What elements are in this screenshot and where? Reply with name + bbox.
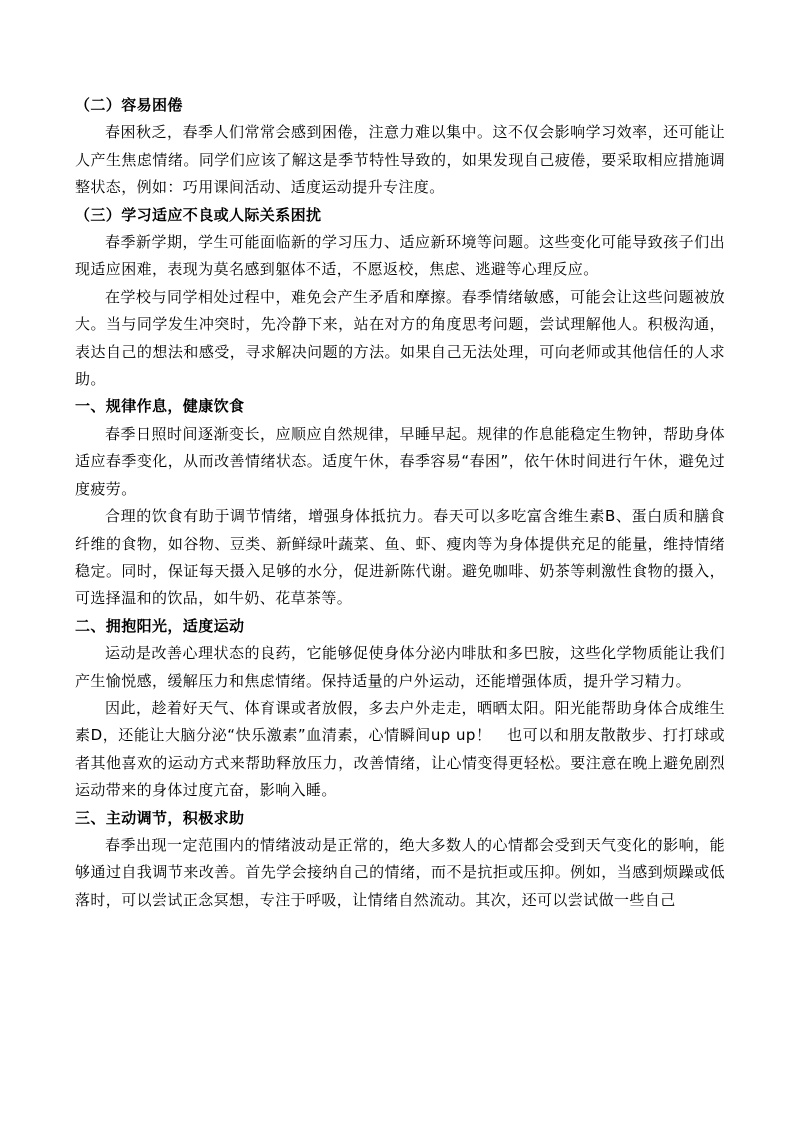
heading-self-regulation: 三、主动调节，积极求助 — [75, 808, 245, 827]
heading-regular-rest-diet: 一、规律作息，健康饮食 — [75, 397, 245, 416]
para-spring-fatigue: 春困秋乏，春季人们常常会感到困倦，注意力难以集中。这不仅会影响学习效率，还可能让人产生焦虑情绪。同学们应该了解这是季节特性导致的，如果发现自己疲倦，要采取相应措施调整状态，例如：巧用课间活动、适度运动提升专注度。 — [75, 123, 725, 197]
para-emotion-acceptance: 春季出现一定范围内的情绪波动是正常的，绝大多数人的心情都会受到天气变化的影响，能够通过自我调节来改善。首先学会接纳自己的情绪，而不是抗拒或压抑。例如，当感到烦躁或低落时，可以尝试正念冥想，专注于呼吸，让情绪自然流动。其次，还可以尝试做一些自己 — [75, 835, 725, 909]
para-healthy-diet: 合理的饮食有助于调节情绪，增强身体抵抗力。春天可以多吃富含维生素B、蛋白质和膳食纤维的食物，如谷物、豆类、新鲜绿叶蔬菜、鱼、虾、瘦肉等为身体提供充足的能量，维持情绪稳定。同时，保证每天摄入足够的水分，促进新陈代谢。避免咖啡、奶茶等刺激性食物的摄入，可选择温和的饮品，如牛奶、花草茶等。 — [75, 507, 725, 608]
heading-sunshine-exercise: 二、拥抱阳光，适度运动 — [75, 616, 245, 635]
para-classmate-conflict: 在学校与同学相处过程中，难免会产生矛盾和摩擦。春季情绪敏感，可能会让这些问题被放大。当与同学发生冲突时，先冷静下来，站在对方的角度思考问题，尝试理解他人。积极沟通，表达自己的想法和感受，寻求解决问题的方法。如果自己无法处理，可向老师或其他信任的人求助。 — [75, 287, 725, 389]
heading-adaptation-relationships: （三）学习适应不良或人际关系困扰 — [75, 205, 322, 224]
para-regular-sleep: 春季日照时间逐渐变长，应顺应自然规律，早睡早起。规律的作息能稳定生物钟，帮助身体适应春季变化，从而改善情绪状态。适度午休，春季容易“春困”，依午休时间进行午休，避免过度疲劳。 — [75, 424, 725, 498]
para-outdoor-sunshine: 因此，趁着好天气、体育课或者放假，多去户外走走，晒晒太阳。阳光能帮助身体合成维生素D，还能让大脑分泌“快乐激素”血清素，心情瞬间up up！ 也可以和朋友散散步、打打球或者其他喜欢的运动方式来帮助释放压力，改善情绪，让心情变得更轻松。要注意在晚上避免剧烈运动带来的身体过度亢奋，影响入睡。 — [75, 698, 725, 800]
para-new-semester: 春季新学期，学生可能面临新的学习压力、适应新环境等问题。这些变化可能导致孩子们出现适应困难，表现为莫名感到躯体不适，不愿返校，焦虑、逃避等心理反应。 — [75, 233, 725, 279]
heading-easily-sleepy: （二）容易困倦 — [75, 96, 183, 114]
document-page — [75, 92, 725, 914]
para-exercise-benefits: 运动是改善心理状态的良药，它能够促使身体分泌内啡肽和多巴胺，这些化学物质能让我们产生愉悦感，缓解压力和焦虑情绪。保持适量的户外运动，还能增强体质，提升学习精力。 — [75, 644, 725, 690]
